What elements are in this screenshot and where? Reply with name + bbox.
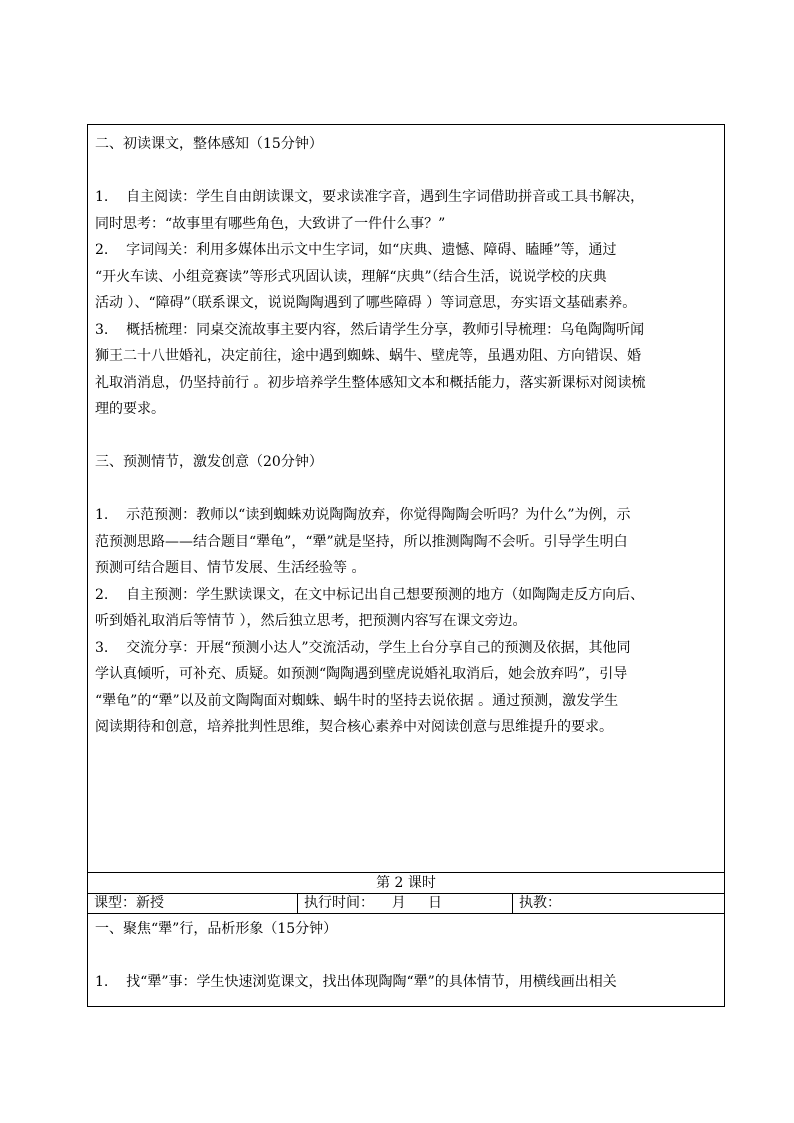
text-line: 2. 自主预测：学生默读课文，在文中标记出自己想要预测的地方（如陶陶走反方向后、 bbox=[95, 586, 645, 603]
text-line: 预测可结合题目、情节发展、生活经验等 。 bbox=[95, 560, 366, 576]
spacer bbox=[95, 158, 717, 185]
text-line: 同时思考：“故事里有哪些角色，大致讲了一件什么事？” bbox=[95, 215, 446, 232]
section-heading-first-reading: 二、初读课文，整体感知（15分钟） bbox=[95, 136, 323, 152]
text-line: “开火车读、小组竞赛读”等形式巩固认读，理解“庆典”（结合生活，说说学校的庆典 bbox=[95, 268, 607, 285]
step-vocabulary bbox=[95, 237, 717, 317]
step-self-prediction bbox=[95, 582, 717, 635]
lesson-meta-row bbox=[88, 894, 724, 914]
lesson-content-cell bbox=[88, 125, 724, 873]
step-share bbox=[95, 635, 717, 741]
spacer bbox=[95, 943, 717, 970]
text-line: 礼取消消息，仍坚持前行 。初步培养学生整体感知文本和概括能力，落实新课标对阅读梳 bbox=[95, 374, 646, 391]
lesson-2-content-cell bbox=[88, 914, 724, 1006]
lesson-title: 第 2 课时 bbox=[376, 875, 436, 891]
execution-time-cell bbox=[298, 894, 513, 913]
text-line: 范预测思路——结合题目“犟龟”，“犟”就是坚持，所以推测陶陶不会听。引导学生明白 bbox=[95, 533, 628, 550]
step-find-stubborn bbox=[95, 969, 717, 996]
text-line: 1. 自主阅读：学生自由朗读课文，要求读准字音，遇到生字词借助拼音或工具书解决， bbox=[95, 189, 645, 205]
text-line: 听到婚礼取消后等情节 ），然后独立思考，把预测内容写在课文旁边。 bbox=[95, 613, 527, 629]
text-line: 3. 概括梳理：同桌交流故事主要内容，然后请学生分享，教师引导梳理：乌龟陶陶听闻 bbox=[95, 321, 645, 338]
lesson-plan-table bbox=[87, 124, 725, 1007]
section-heading-prediction: 三、预测情节，激发创意（20分钟） bbox=[95, 454, 323, 470]
text-line: 学认真倾听，可补充、质疑。如预测“陶陶遇到壁虎说婚礼取消后，她会放弃吗”，引导 bbox=[95, 666, 628, 682]
step-independent-reading bbox=[95, 184, 717, 237]
text-line: 阅读期待和创意，培养批判性思维，契合核心素养中对阅读创意与思维提升的要求。 bbox=[95, 719, 613, 735]
lesson-title-row bbox=[88, 873, 724, 894]
section-heading-stubborn: 一、聚焦“犟”行，品析形象（15分钟） bbox=[95, 921, 338, 937]
teacher: 执教： bbox=[519, 895, 561, 911]
text-line: 1. 找“犟”事：学生快速浏览课文，找出体现陶陶“犟”的具体情节，用横线画出相关 bbox=[95, 974, 617, 990]
teacher-cell bbox=[513, 894, 724, 913]
text-line: 理的要求。 bbox=[95, 401, 165, 417]
lesson-type-cell bbox=[88, 894, 298, 913]
text-line: 活动 ）、“障碍”（联系课文，说说陶陶遇到了哪些障碍 ）等词意思，夯实语文基础素养。 bbox=[95, 295, 637, 311]
step-summarize bbox=[95, 317, 717, 423]
lesson-type: 课型：新授 bbox=[94, 895, 164, 911]
execution-time: 执行时间： 月 日 bbox=[304, 895, 443, 911]
spacer bbox=[95, 476, 717, 503]
spacer bbox=[95, 423, 717, 450]
text-line: 3. 交流分享：开展“预测小达人”交流活动，学生上台分享自己的预测及依据，其他同 bbox=[95, 639, 631, 656]
text-line: 1. 示范预测：教师以“读到蜘蛛劝说陶陶放弃，你觉得陶陶会听吗？为什么”为例，示 bbox=[95, 507, 631, 523]
step-demo-prediction bbox=[95, 502, 717, 582]
text-line: 狮王二十八世婚礼，决定前往，途中遇到蜘蛛、蜗牛、壁虎等，虽遇劝阻、方向错误、婚 bbox=[95, 348, 641, 364]
text-line: 2. 字词闯关：利用多媒体出示文中生字词，如“庆典、遗憾、障碍、瞌睡”等，通过 bbox=[95, 242, 617, 258]
text-line: “犟龟”的“犟”以及前文陶陶面对蜘蛛、蜗牛时的坚持去说依据 。通过预测，激发学生 bbox=[95, 692, 619, 709]
